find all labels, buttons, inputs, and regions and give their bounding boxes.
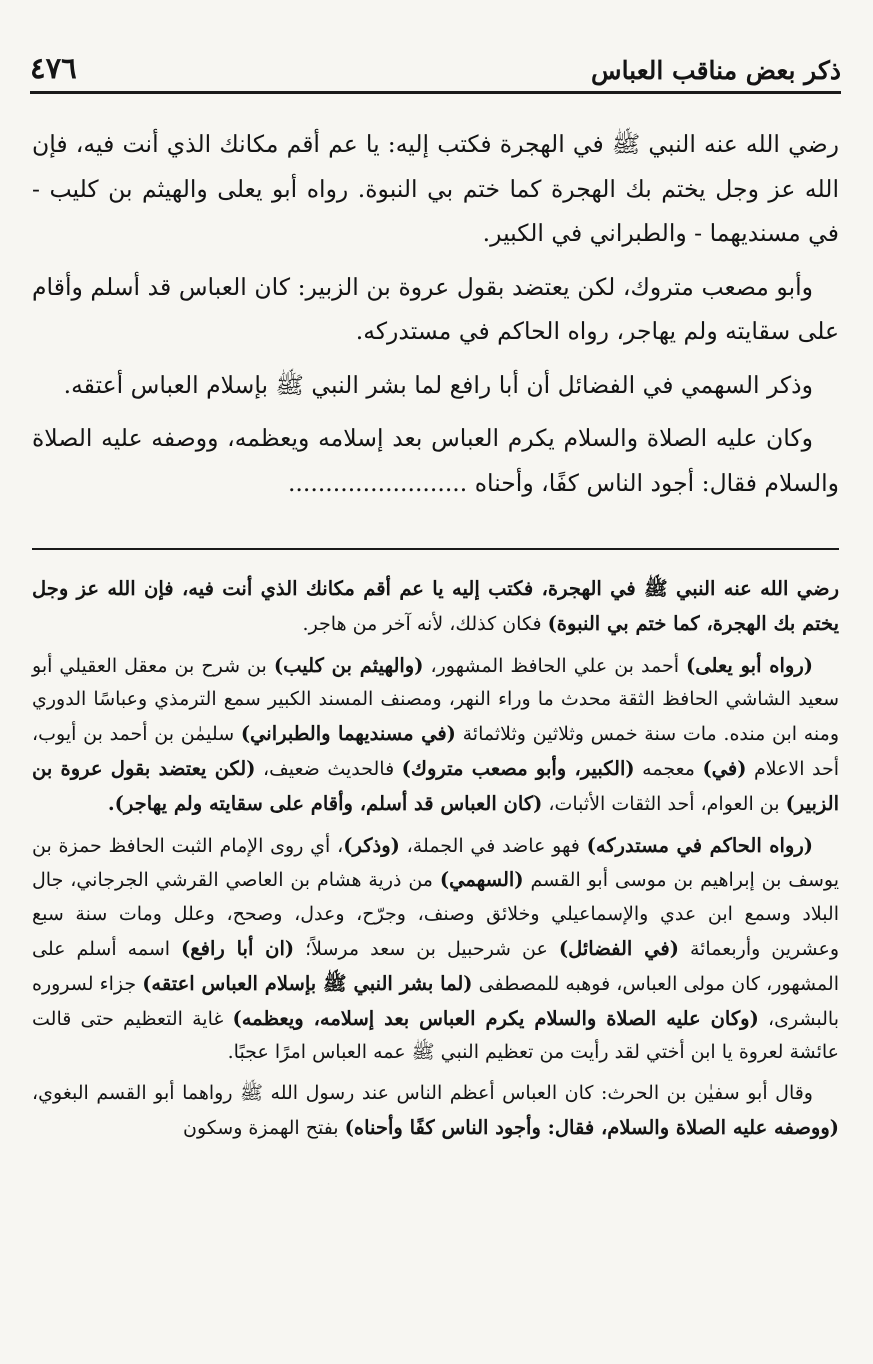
quoted-matn: (وذكر) bbox=[343, 833, 400, 857]
commentary-text: جزاء لسروره بالبشرى، bbox=[32, 972, 840, 1030]
commentary-text: سليمٰن بن أحمد بن أيوب، أحد الاعلام bbox=[32, 723, 840, 780]
quoted-matn: (السهمي) bbox=[439, 868, 524, 892]
commentary-text: غاية التعظيم حتى قالت عائشة لعروة يا ابن أختي لقد رأيت من تعظيم النبي ﷺ عمه العباس امرًا عجبًا. bbox=[32, 1007, 839, 1064]
quoted-matn: (في مسنديهما والطبراني) bbox=[240, 722, 456, 746]
page-number: ٤٧٦ bbox=[30, 51, 77, 85]
commentary-text: معجمه bbox=[634, 757, 703, 780]
commentary-text: فكان كذلك، لأنه آخر من هاجر. bbox=[302, 612, 548, 635]
commentary bbox=[32, 572, 839, 1153]
commentary-text: فالحديث ضعيف، bbox=[255, 757, 402, 780]
quoted-matn: رضي الله عنه النبي ﷺ في الهجرة، فكتب إليه يا عم أقم مكانك الذي أنت فيه، فإن الله عز وجل يختم بك الهجرة، كما ختم بي النبوة) bbox=[32, 577, 839, 635]
commentary-text: من ذرية هشام بن العاصي القرشي الجرجاني، جال البلاد وسمع ابن عدي والإسماعيلي وخلائق وصنف، وجرّح، وعدل، وصحح، وعلل ومات سنة سبع وعشرين وأربعمائة bbox=[32, 869, 840, 960]
quoted-matn: (في) bbox=[702, 756, 747, 780]
quoted-matn: (ان أبا رافع) bbox=[181, 936, 295, 960]
quoted-matn: (الكبير، وأبو مصعب متروك) bbox=[401, 756, 635, 780]
commentary-paragraph-3 bbox=[32, 829, 839, 1071]
commentary-text: بن شرح بن معقل العقيلي أبو سعيد الشاشي الحافظ الثقة محدث ما وراء النهر، ومصنف المسند الكبير سمع الترمذي وعباسًا الدوري ومنه ابن منده. مات سنة خمس وثلاثين وثلاثمائة bbox=[32, 654, 840, 746]
dotted-leader: ........................ bbox=[287, 468, 468, 497]
quoted-matn: (رواه الحاكم في مستدركه) bbox=[586, 833, 813, 857]
running-title: ذكر بعض مناقب العباس bbox=[591, 56, 841, 85]
commentary-paragraph-4 bbox=[32, 1077, 839, 1146]
commentary-paragraph-1 bbox=[32, 572, 839, 642]
page-header bbox=[30, 38, 841, 94]
main-paragraph-3: وذكر السهمي في الفضائل أن أبا رافع لما بشر النبي ﷺ بإسلام العباس أعتقه. bbox=[63, 370, 813, 399]
main-paragraph-2: وأبو مصعب متروك، لكن يعتضد بقول عروة بن الزبير: كان العباس قد أسلم وأقام على سقايته ولم يهاجر، رواه الحاكم في مستدركه. bbox=[32, 272, 839, 345]
commentary-text: أحمد بن علي الحافظ المشهور، bbox=[423, 654, 687, 677]
quoted-matn: (ووصفه عليه الصلاة والسلام، فقال: وأجود الناس كفًا وأحناه) bbox=[344, 1115, 839, 1139]
main-paragraph-4 bbox=[32, 416, 839, 505]
commentary-text: بن العوام، أحد الثقات الأثبات، bbox=[542, 792, 786, 815]
quoted-matn: (لما بشر النبي ﷺ بإسلام العباس اعتقه) bbox=[142, 971, 473, 995]
quoted-matn: (كان العباس قد أسلم، وأقام على سقايته ولم يهاجر). bbox=[107, 791, 543, 815]
main-text bbox=[32, 122, 839, 514]
commentary-text: فهو عاضد في الجملة، bbox=[399, 834, 587, 857]
main-paragraph-4-text: وكان عليه الصلاة والسلام يكرم العباس بعد إسلامه ويعظمه، ووصفه عليه الصلاة والسلام فقال: أجود الناس كفًا، وأحناه bbox=[32, 424, 839, 497]
main-paragraph-1: رضي الله عنه النبي ﷺ في الهجرة فكتب إليه: يا عم أقم مكانك الذي أنت فيه، فإن الله عز وجل يختم بك الهجرة كما ختم بي النبوة. رواه أبو يعلى والهيثم بن كليب - في مسنديهما - والطبراني في الكبير. bbox=[32, 130, 839, 247]
section-divider bbox=[32, 548, 839, 550]
quoted-matn: (والهيثم بن كليب) bbox=[273, 653, 424, 677]
quoted-matn: (وكان عليه الصلاة والسلام يكرم العباس بعد إسلامه، ويعظمه) bbox=[232, 1006, 759, 1030]
commentary-text: اسمه أسلم على المشهور، كان مولى العباس، فوهبه للمصطفى bbox=[32, 937, 839, 995]
quoted-matn: (رواه أبو يعلى) bbox=[686, 653, 813, 677]
commentary-text: عن شرحبيل بن سعد مرسلاً؛ bbox=[294, 937, 559, 960]
commentary-text: وقال أبو سفيٰن بن الحرث: كان العباس أعظم الناس عند رسول الله ﷺ رواهما أبو القسم البغوي، bbox=[32, 1082, 813, 1105]
commentary-paragraph-2 bbox=[32, 649, 839, 822]
quoted-matn: (لكن يعتضد بقول عروة بن الزبير) bbox=[32, 756, 839, 815]
commentary-text: بفتح الهمزة وسكون bbox=[183, 1116, 345, 1139]
commentary-text: ، أي روى الإمام الثبت الحافظ حمزة بن يوسف بن إبراهيم بن موسى أبو القسم bbox=[32, 834, 839, 892]
quoted-matn: (في الفضائل) bbox=[558, 936, 679, 960]
